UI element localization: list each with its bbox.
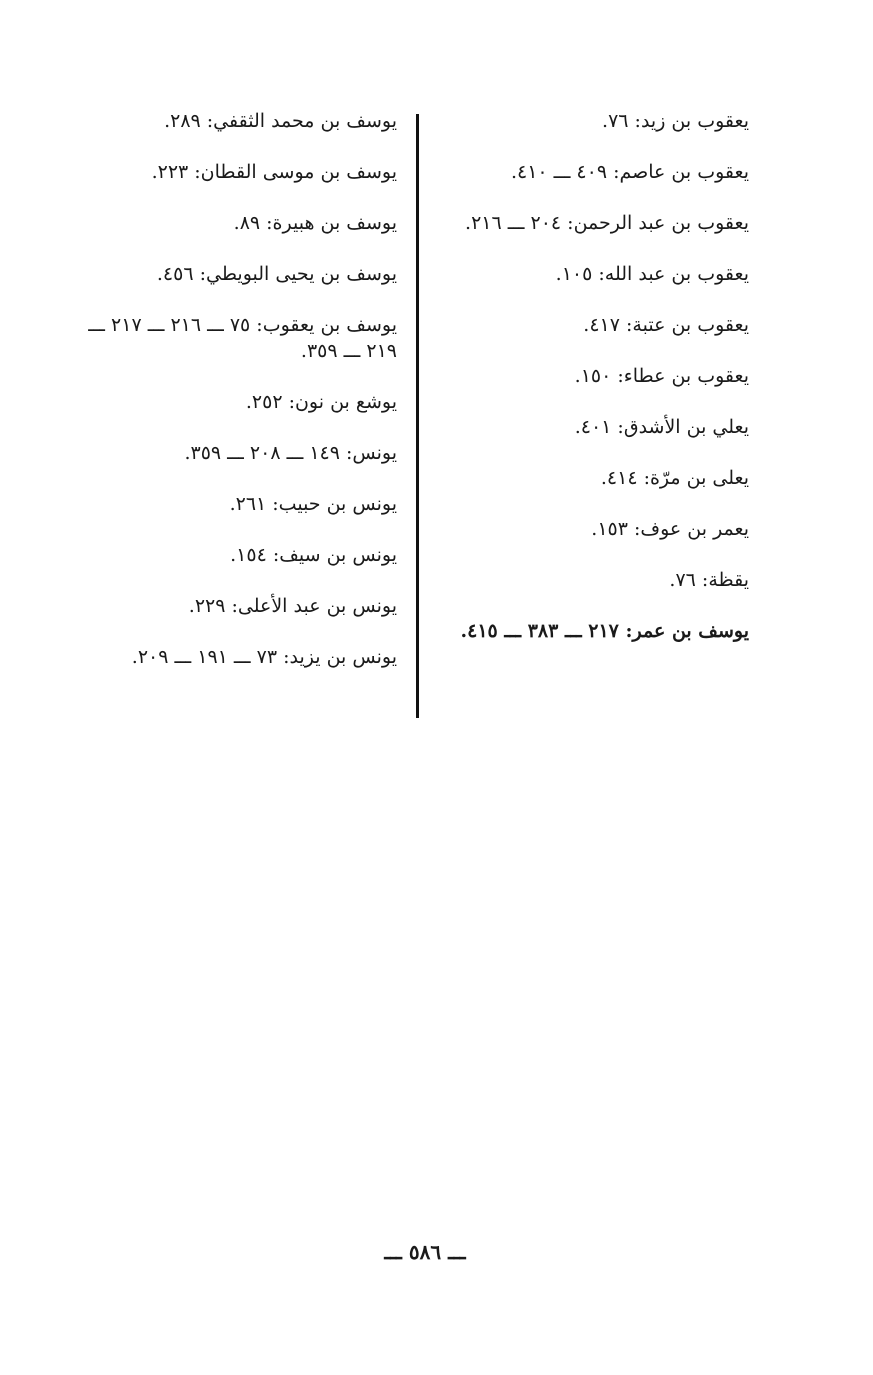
- index-entry: يوسف بن محمد الثقفي: ٢٨٩.: [164, 110, 397, 132]
- index-entry: يونس بن يزيد: ٧٣ ـــ ١٩١ ـــ ٢٠٩.: [131, 646, 397, 668]
- index-column-left: [57, 108, 397, 695]
- index-entry: يعقوب بن عتبة: ٤١٧.: [583, 314, 749, 336]
- index-entry: يعلي بن الأشدق: ٤٠١.: [574, 416, 749, 438]
- index-entry: يوسف بن يحيى البويطي: ٤٥٦.: [156, 263, 397, 285]
- index-entry: يقظة: ٧٦.: [669, 569, 749, 591]
- index-entry: يعقوب بن عطاء: ١٥٠.: [574, 365, 749, 387]
- index-entry: يعمر بن عوف: ١٥٣.: [591, 518, 749, 540]
- index-entry: يعقوب بن عاصم: ٤٠٩ ـــ ٤١٠.: [510, 161, 749, 183]
- index-entry: يعقوب بن عبد الرحمن: ٢٠٤ ـــ ٢١٦.: [465, 212, 749, 234]
- index-entry: يونس: ١٤٩ ـــ ٢٠٨ ـــ ٣٥٩.: [184, 442, 397, 464]
- index-entry: يوسف بن هبيرة: ٨٩.: [233, 212, 397, 234]
- index-entry: يعقوب بن عبد الله: ١٠٥.: [555, 263, 749, 285]
- index-entry: يوشع بن نون: ٢٥٢.: [245, 391, 397, 413]
- index-entry: يونس بن حبيب: ٢٦١.: [229, 493, 397, 515]
- column-divider: [416, 114, 419, 718]
- index-entry: يوسف بن يعقوب: ٧٥ ـــ ٢١٦ ـــ ٢١٧ ـــ ٢١٩ ـــ ٣٥٩.: [88, 314, 397, 362]
- index-entry: يعقوب بن زيد: ٧٦.: [602, 110, 749, 132]
- index-entry: يونس بن سيف: ١٥٤.: [230, 544, 397, 566]
- index-entry-highlighted: يوسف بن عمر: ٢١٧ ـــ ٣٨٣ ـــ ٤١٥.: [460, 620, 749, 642]
- index-entry: يوسف بن موسى القطان: ٢٢٣.: [151, 161, 397, 183]
- index-entry: يعلى بن مرّة: ٤١٤.: [600, 467, 749, 489]
- page-number: ـــ ٥٨٦ ـــ: [384, 1240, 466, 1264]
- index-entry: يونس بن عبد الأعلى: ٢٢٩.: [188, 595, 397, 617]
- index-column-right: [429, 108, 749, 669]
